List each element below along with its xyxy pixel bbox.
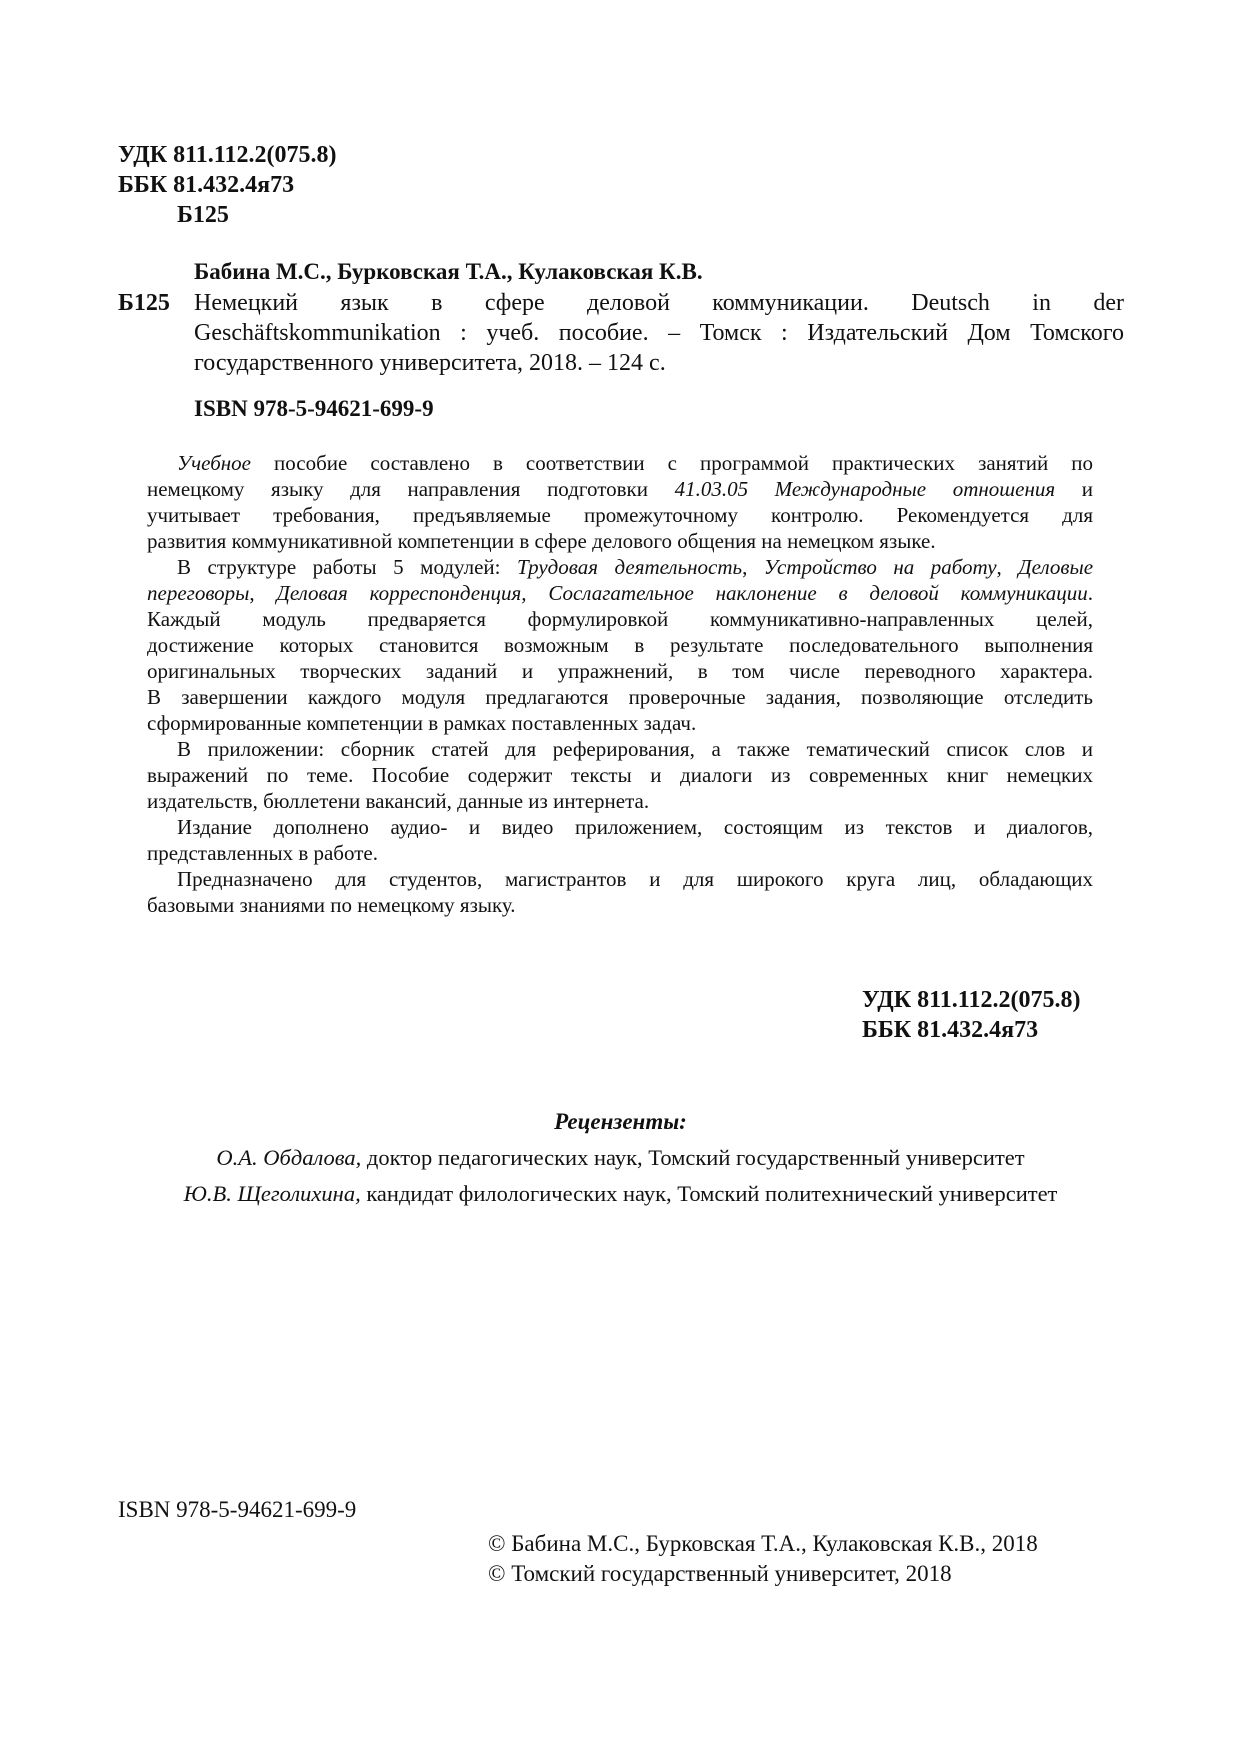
annotation-line: достижение которых становится возможным в результате последовательного выполнения (147, 633, 1093, 657)
annotation-line: представленных в работе. (147, 841, 378, 865)
annotation-line: издательств, бюллетени вакансий, данные из интернета. (147, 789, 650, 813)
reviewers-title: Рецензенты: (554, 1109, 687, 1134)
annotation-line: Издание дополнено аудио- и видео приложением, состоящим из текстов и диалогов, (177, 815, 1093, 839)
annotation-line: учитывает требования, предъявляемые промежуточному контролю. Рекомендуется для (147, 503, 1093, 527)
authors-line: Бабина М.С., Бурковская Т.А., Кулаковская К.В. (194, 259, 703, 284)
annotation-line: В приложении: сборник статей для реферирования, а также тематический список слов и (177, 737, 1093, 761)
annotation-line: выражений по теме. Пособие содержит тексты и диалоги из современных книг немецких (147, 763, 1093, 787)
copyright-authors: © Бабина М.С., Бурковская Т.А., Кулаковская К.В., 2018 (488, 1531, 1038, 1556)
annotation-line: Каждый модуль предваряется формулировкой коммуникативно-направленных целей, (147, 607, 1093, 631)
annotation (147, 450, 1093, 918)
footer-isbn: ISBN 978-5-94621-699-9 (118, 1497, 357, 1522)
bib-line-3: государственного университета, 2018. – 124 с. (194, 350, 666, 376)
udk-code-right: УДК 811.112.2(075.8) (862, 987, 1081, 1013)
annotation-line: оригинальных творческих заданий и упражнений, в том числе переводного характера. (147, 659, 1093, 683)
copyright-university: © Томский государственный университет, 2018 (488, 1561, 952, 1586)
annotation-line: В структуре работы 5 модулей: Трудовая деятельность, Устройство на работу, Деловые (177, 555, 1094, 579)
reviewer-1: О.А. Обдалова, доктор педагогических наук, Томский государственный университет (216, 1145, 1025, 1170)
annotation-line: немецкому языку для направления подготовки 41.03.05 Международные отношения и (147, 477, 1094, 501)
author-mark: Б125 (177, 202, 229, 228)
annotation-line: сформированные компетенции в рамках поставленных задач. (147, 711, 697, 735)
udk-code: УДК 811.112.2(075.8) (118, 142, 337, 168)
reviewers-block (0, 1104, 1241, 1212)
annotation-line: Учебное пособие составлено в соответствии с программой практических занятий по (177, 451, 1093, 475)
annotation-line: переговоры, Деловая корреспонденция, Сослагательное наклонение в деловой коммуникации. (147, 581, 1093, 605)
bbk-code: ББК 81.432.4я73 (118, 172, 295, 198)
annotation-line: Предназначено для студентов, магистрантов и для широкого круга лиц, обладающих (177, 867, 1093, 891)
bib-mark: Б125 (118, 290, 170, 316)
annotation-line: базовыми знаниями по немецкому языку. (147, 893, 516, 917)
bbk-code-right: ББК 81.432.4я73 (862, 1017, 1039, 1043)
annotation-line: В завершении каждого модуля предлагаются проверочные задания, позволяющие отследить (147, 685, 1093, 709)
reviewer-2: Ю.В. Щеголихина, кандидат филологических наук, Томский политехнический университет (183, 1181, 1058, 1206)
bib-isbn: ISBN 978-5-94621-699-9 (194, 396, 434, 421)
annotation-line: развития коммуникативной компетенции в сфере делового общения на немецком языке. (147, 529, 936, 553)
bib-reference (194, 288, 1124, 378)
bib-line-1: Немецкий язык в сфере деловой коммуникации. Deutsch in der (194, 290, 1124, 316)
bib-line-2: Geschäftskommunikation : учеб. пособие. – Томск : Издательский Дом Томского (194, 320, 1124, 346)
